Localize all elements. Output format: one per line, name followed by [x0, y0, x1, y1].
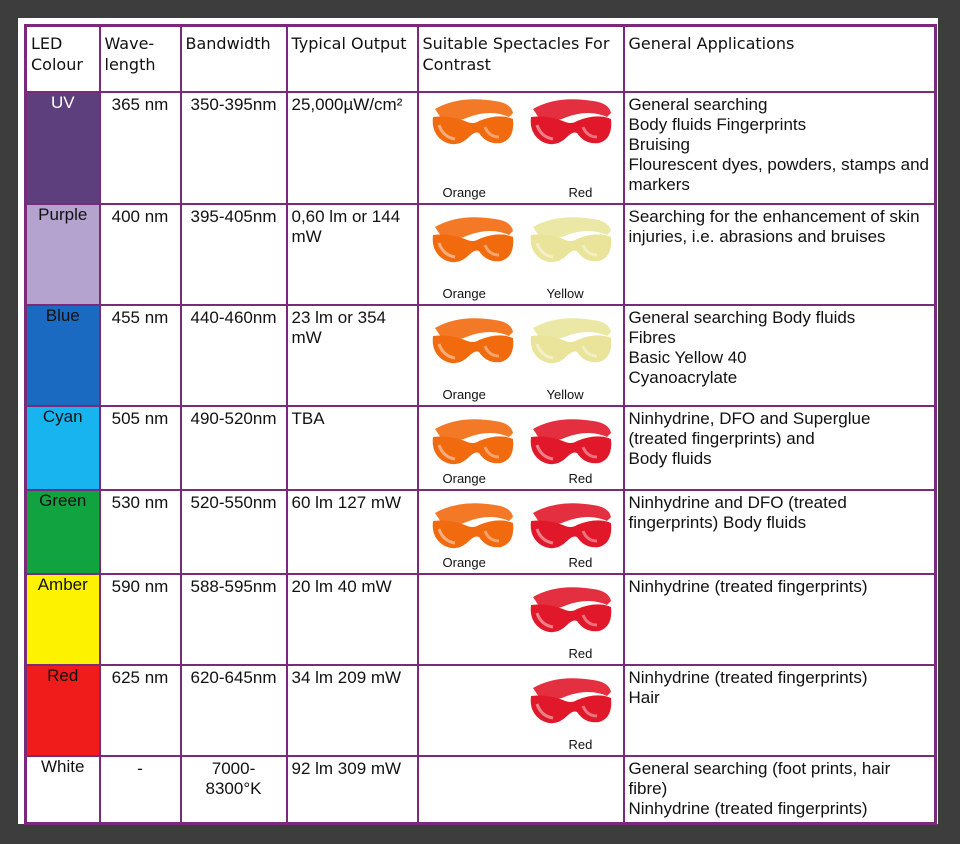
yellow-spectacles-icon: [527, 213, 615, 269]
table-row: [26, 756, 936, 824]
orange-spectacles-icon: [429, 499, 517, 555]
led-table: [24, 24, 937, 825]
application-line: Ninhydrine (treated fingerprints): [628, 667, 868, 687]
bandwidth-cell: 620-645nm: [181, 665, 287, 756]
typical-output-cell: TBA: [287, 406, 418, 490]
applications-cell: [624, 406, 936, 490]
application-line: Ninhydrine (treated fingerprints): [628, 798, 868, 818]
application-line: Searching for the enhancement of skin injuries, i.e. abrasions and bruises: [628, 206, 920, 246]
led-colour-swatch: White: [26, 756, 100, 824]
application-line: Ninhydrine (treated fingerprints): [628, 576, 868, 596]
application-line: Bruising: [628, 134, 690, 154]
spectacles-label-right: Red: [568, 736, 593, 752]
bandwidth-cell: 395-405nm: [181, 204, 287, 305]
table-row: [26, 574, 936, 665]
red-spectacles-icon: [527, 583, 615, 639]
led-colour-swatch: UV: [26, 92, 100, 204]
table-row: [26, 490, 936, 574]
wavelength-cell: 505 nm: [100, 406, 181, 490]
header-row: [26, 26, 936, 92]
spectacles-label-right: Red: [568, 470, 593, 486]
header-applications: General Applications: [624, 26, 936, 92]
wavelength-cell: 455 nm: [100, 305, 181, 406]
applications-cell: [624, 305, 936, 406]
orange-spectacles-icon: [429, 95, 517, 151]
typical-output-cell: 92 lm 309 mW: [287, 756, 418, 824]
application-line: General searching: [628, 94, 768, 114]
header-bandwidth: Bandwidth: [181, 26, 287, 92]
application-line: General searching (foot prints, hair fibre): [628, 758, 891, 798]
typical-output-cell: 20 lm 40 mW: [287, 574, 418, 665]
spectacles-label-left: Orange: [442, 386, 486, 402]
header-led-colour: LED Colour: [26, 26, 100, 92]
spectacles-label-right: Yellow: [546, 386, 584, 402]
orange-spectacles-icon: [429, 213, 517, 269]
wavelength-cell: -: [100, 756, 181, 824]
applications-cell: [624, 756, 936, 824]
orange-spectacles-icon: [429, 314, 517, 370]
applications-cell: [624, 204, 936, 305]
orange-spectacles-icon: [429, 415, 517, 471]
spectacles-cell: [418, 92, 624, 204]
spectacles-label-right: Yellow: [546, 285, 584, 301]
header-wavelength: Wave-length: [100, 26, 181, 92]
wavelength-cell: 625 nm: [100, 665, 181, 756]
wavelength-cell: 365 nm: [100, 92, 181, 204]
spectacles-cell: [418, 406, 624, 490]
application-line: Basic Yellow 40: [628, 347, 747, 367]
applications-cell: [624, 665, 936, 756]
spectacles-label-right: Red: [568, 184, 593, 200]
table-row: [26, 305, 936, 406]
spectacles-cell: [418, 756, 624, 824]
table-frame: [18, 18, 938, 824]
table-row: [26, 92, 936, 204]
header-typical-output: Typical Output: [287, 26, 418, 92]
spectacles-label-left: Orange: [442, 470, 486, 486]
application-line: General searching Body fluids: [628, 307, 856, 327]
typical-output-cell: 0,60 lm or 144 mW: [287, 204, 418, 305]
spectacles-cell: [418, 574, 624, 665]
spectacles-label-left: Orange: [442, 554, 486, 570]
spectacles-cell: [418, 665, 624, 756]
wavelength-cell: 530 nm: [100, 490, 181, 574]
application-line: Ninhydrine and DFO (treated fingerprints) Body fluids: [628, 492, 847, 532]
typical-output-cell: 25,000µW/cm²: [287, 92, 418, 204]
applications-cell: [624, 490, 936, 574]
bandwidth-cell: 520-550nm: [181, 490, 287, 574]
led-colour-swatch: Red: [26, 665, 100, 756]
table-row: [26, 406, 936, 490]
application-line: Hair: [628, 687, 660, 707]
led-colour-swatch: Purple: [26, 204, 100, 305]
typical-output-cell: 34 lm 209 mW: [287, 665, 418, 756]
table-row: [26, 204, 936, 305]
yellow-spectacles-icon: [527, 314, 615, 370]
led-colour-swatch: Green: [26, 490, 100, 574]
led-colour-swatch: Blue: [26, 305, 100, 406]
red-spectacles-icon: [527, 415, 615, 471]
application-line: Body fluids: [628, 448, 712, 468]
spectacles-label-right: Red: [568, 645, 593, 661]
bandwidth-cell: 7000-8300°K: [181, 756, 287, 824]
red-spectacles-icon: [527, 95, 615, 151]
application-line: Body fluids Fingerprints: [628, 114, 807, 134]
application-line: Fibres: [628, 327, 676, 347]
applications-cell: [624, 574, 936, 665]
wavelength-cell: 400 nm: [100, 204, 181, 305]
red-spectacles-icon: [527, 499, 615, 555]
application-line: Cyanoacrylate: [628, 367, 738, 387]
bandwidth-cell: 440-460nm: [181, 305, 287, 406]
led-colour-swatch: Amber: [26, 574, 100, 665]
spectacles-label-left: Orange: [442, 285, 486, 301]
application-line: Ninhydrine, DFO and Superglue (treated fingerprints) and: [628, 408, 871, 448]
bandwidth-cell: 350-395nm: [181, 92, 287, 204]
bandwidth-cell: 588-595nm: [181, 574, 287, 665]
spectacles-label-right: Red: [568, 554, 593, 570]
wavelength-cell: 590 nm: [100, 574, 181, 665]
typical-output-cell: 23 lm or 354 mW: [287, 305, 418, 406]
typical-output-cell: 60 lm 127 mW: [287, 490, 418, 574]
spectacles-cell: [418, 490, 624, 574]
header-spectacles: Suitable Spectacles For Contrast: [418, 26, 624, 92]
spectacles-label-left: Orange: [442, 184, 486, 200]
spectacles-cell: [418, 305, 624, 406]
red-spectacles-icon: [527, 674, 615, 730]
application-line: Flourescent dyes, powders, stamps and markers: [628, 154, 929, 194]
spectacles-cell: [418, 204, 624, 305]
bandwidth-cell: 490-520nm: [181, 406, 287, 490]
applications-cell: [624, 92, 936, 204]
table-row: [26, 665, 936, 756]
led-colour-swatch: Cyan: [26, 406, 100, 490]
